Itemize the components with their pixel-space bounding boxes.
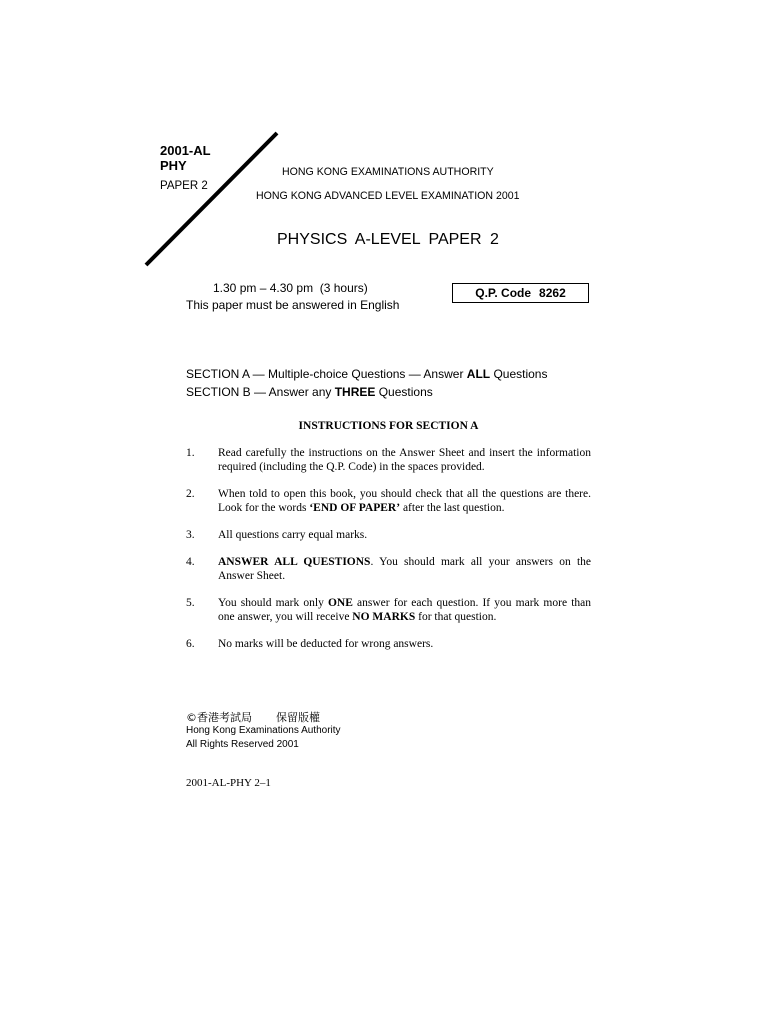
item-text: Answer Sheet. [218,570,286,582]
item-text: All questions carry equal marks. [218,529,368,541]
section-b-suffix: Questions [375,385,433,399]
subject-code-subject: PHY [160,158,187,173]
instruction-item-3 [186,528,591,542]
item-text: answer for each question. If you mark more than [352,597,591,609]
item-emphasis: ANSWER ALL QUESTIONS [218,556,371,568]
copyright-rights: All Rights Reserved 2001 [186,739,299,750]
instruction-item-5 [186,596,591,624]
qp-code-box [452,283,589,303]
item-number: 5. [186,597,195,609]
item-text: Look for the words [218,502,310,514]
item-line [218,610,591,624]
section-a-prefix: SECTION A — Multiple-choice Questions — Answer [186,367,467,381]
item-text: after the last question. [400,502,505,514]
instruction-item-2 [186,487,591,515]
copyright-chinese-authority: ©香港考試局 [186,711,252,724]
section-a-suffix: Questions [490,367,548,381]
item-text: one answer, you will receive [218,611,353,623]
subject-code-year: 2001-AL [160,143,211,158]
item-number: 4. [186,556,195,568]
item-line [218,596,591,610]
instructions-heading: INSTRUCTIONS FOR SECTION A [298,420,479,432]
item-line [218,555,591,569]
item-text: . You should mark all your answers on the [370,556,591,568]
instruction-item-1 [186,446,591,474]
item-text: You should mark only [218,597,328,609]
item-emphasis: NO MARKS [352,611,416,623]
page-code: 2001-AL-PHY 2–1 [186,777,271,789]
section-a-emphasis: ALL [466,367,491,381]
section-b-prefix: SECTION B — Answer any [186,385,335,399]
item-text: Read carefully the instructions on the Answer Sheet and insert the information [218,447,591,459]
authority-name: HONG KONG EXAMINATIONS AUTHORITY [282,166,494,178]
instruction-list [186,446,591,664]
item-line [218,569,591,583]
item-line [218,501,591,515]
qp-code-label: Q.P. Code [475,286,532,300]
item-number: 2. [186,488,195,500]
item-emphasis: ONE [327,597,353,609]
instruction-item-6 [186,637,591,651]
item-text: When told to open this book, you should check that all the questions are there. [218,488,591,500]
paper-title: PHYSICS A-LEVEL PAPER 2 [277,231,499,248]
item-line [218,528,591,542]
exam-time: 1.30 pm – 4.30 pm (3 hours) [213,281,368,295]
item-line [218,460,591,474]
copyright-chinese-rights: 保留版權 [276,711,320,724]
paper-number: PAPER 2 [160,180,208,192]
item-text: No marks will be deducted for wrong answers. [218,638,434,650]
item-text: required (including the Q.P. Code) in the spaces provided. [218,461,485,473]
item-number: 6. [186,638,195,650]
item-emphasis: ‘END OF PAPER’ [309,502,401,514]
item-number: 3. [186,529,195,541]
item-line [218,446,591,460]
instruction-item-4 [186,555,591,583]
section-b-emphasis: THREE [334,385,376,399]
section-a-instruction [186,367,547,381]
item-number: 1. [186,447,195,459]
language-note: This paper must be answered in English [186,298,400,312]
item-text: for that question. [415,611,497,623]
exam-name: HONG KONG ADVANCED LEVEL EXAMINATION 2001 [256,190,520,202]
item-line [218,487,591,501]
copyright-authority: Hong Kong Examinations Authority [186,725,341,736]
section-b-instruction [186,385,433,399]
qp-code-value: 8262 [539,286,566,300]
item-line [218,637,591,651]
